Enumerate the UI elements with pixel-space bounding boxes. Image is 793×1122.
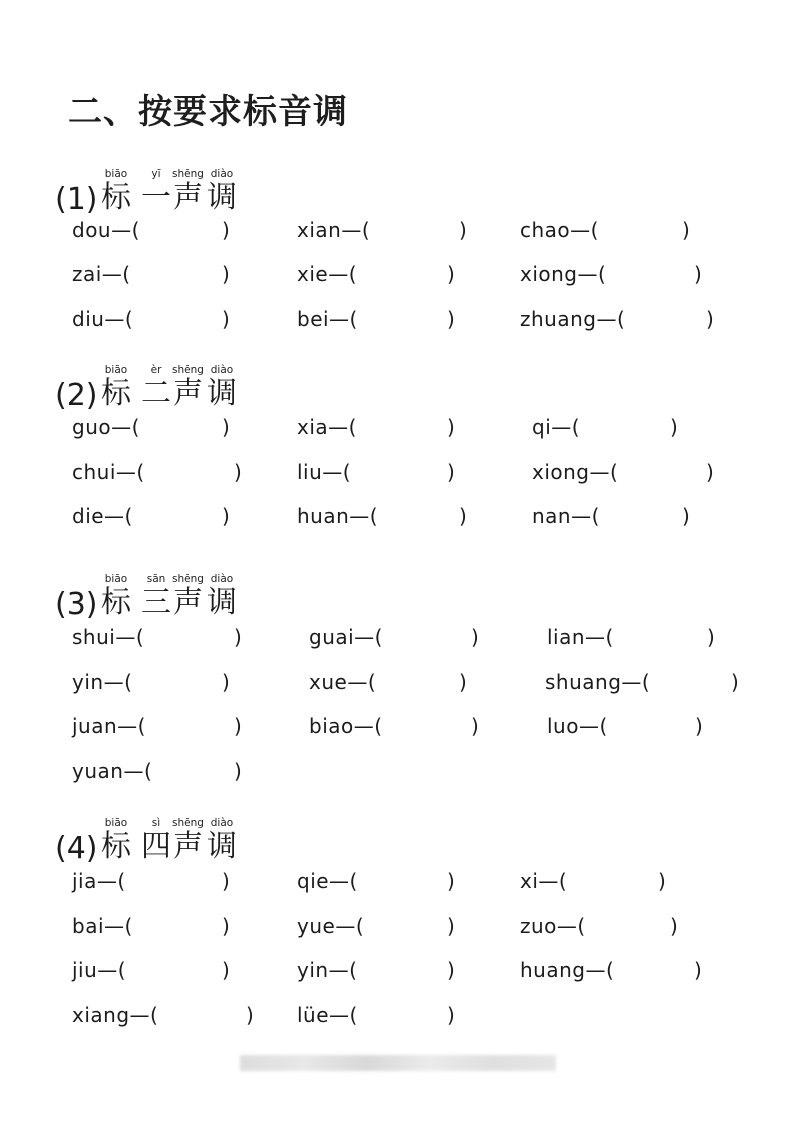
heading-character: 标 (101, 585, 131, 620)
tone-exercise-item: lian—( ) (547, 625, 716, 649)
tone-exercise-item: chui—( ) (72, 460, 243, 484)
pinyin-annotation: sān (146, 573, 166, 585)
blurred-watermark (240, 1055, 556, 1071)
tone-exercise-item: jia—( ) (72, 869, 231, 893)
tone-exercise-item: die—( ) (72, 504, 231, 528)
tone-exercise-item: qi—( ) (532, 415, 679, 439)
tone-exercise-item: xue—( ) (309, 670, 468, 694)
heading-character: 三 (141, 585, 171, 620)
heading-character: 调 (207, 376, 237, 411)
heading-character: 调 (207, 180, 237, 215)
tone-exercise-item: xi—( ) (520, 869, 667, 893)
heading-character: 声 (173, 376, 203, 411)
tone-exercise-item: jiu—( ) (72, 958, 231, 982)
pinyin-annotation: biāo (104, 168, 128, 180)
heading-character: 声 (173, 829, 203, 864)
tone-exercise-item: chao—( ) (520, 218, 691, 242)
section-number: (4) (55, 831, 98, 866)
heading-character: 一 (141, 180, 171, 215)
pinyin-annotation: yī (151, 168, 161, 180)
section-heading (55, 573, 455, 633)
tone-exercise-item: xian—( ) (297, 218, 468, 242)
section-number: (2) (55, 378, 98, 413)
tone-exercise-item: liu—( ) (297, 460, 456, 484)
heading-character: 标 (101, 829, 131, 864)
heading-character: 标 (101, 376, 131, 411)
tone-exercise-item: nan—( ) (532, 504, 691, 528)
pinyin-annotation: biāo (104, 364, 128, 376)
tone-exercise-item: zai—( ) (72, 262, 231, 286)
tone-exercise-item: bei—( ) (297, 307, 456, 331)
pinyin-annotation: shēng (172, 817, 204, 829)
tone-exercise-item: shui—( ) (72, 625, 243, 649)
tone-exercise-item: diu—( ) (72, 307, 231, 331)
tone-exercise-item: huang—( ) (520, 958, 703, 982)
tone-exercise-item: biao—( ) (309, 714, 480, 738)
tone-exercise-item: zuo—( ) (520, 914, 679, 938)
pinyin-annotation: shēng (172, 573, 204, 585)
tone-exercise-item: yin—( ) (297, 958, 456, 982)
heading-character: 声 (173, 180, 203, 215)
tone-exercise-item: xiong—( ) (520, 262, 703, 286)
tone-exercise-item: dou—( ) (72, 218, 231, 242)
tone-exercise-item: qie—( ) (297, 869, 456, 893)
pinyin-annotation: diào (210, 817, 234, 829)
tone-exercise-item: lüe—( ) (297, 1003, 456, 1027)
tone-exercise-item: yue—( ) (297, 914, 456, 938)
tone-exercise-item: guo—( ) (72, 415, 231, 439)
pinyin-annotation: diào (210, 364, 234, 376)
pinyin-annotation: diào (210, 573, 234, 585)
tone-exercise-item: bai—( ) (72, 914, 231, 938)
tone-exercise-item: xie—( ) (297, 262, 456, 286)
heading-character: 声 (173, 585, 203, 620)
heading-character: 标 (101, 180, 131, 215)
section-number: (3) (55, 587, 98, 622)
pinyin-annotation: shēng (172, 364, 204, 376)
tone-exercise-item: shuang—( ) (545, 670, 740, 694)
heading-character: 二 (141, 376, 171, 411)
heading-character: 调 (207, 585, 237, 620)
tone-exercise-item: juan—( ) (72, 714, 243, 738)
tone-exercise-item: yin—( ) (72, 670, 231, 694)
pinyin-annotation: sì (151, 817, 161, 829)
pinyin-annotation: biāo (104, 573, 128, 585)
heading-character: 调 (207, 829, 237, 864)
pinyin-annotation: èr (150, 364, 162, 376)
tone-exercise-item: guai—( ) (309, 625, 480, 649)
pinyin-annotation: shēng (172, 168, 204, 180)
tone-exercise-item: zhuang—( ) (520, 307, 715, 331)
tone-exercise-item: huan—( ) (297, 504, 468, 528)
page-title: 二、按要求标音调 (68, 92, 348, 132)
tone-exercise-item: xia—( ) (297, 415, 456, 439)
tone-exercise-item: xiang—( ) (72, 1003, 255, 1027)
section-heading (55, 817, 455, 877)
heading-character: 四 (141, 829, 171, 864)
tone-exercise-item: luo—( ) (547, 714, 704, 738)
tone-exercise-item: xiong—( ) (532, 460, 715, 484)
section-number: (1) (55, 182, 98, 217)
tone-exercise-item: yuan—( ) (72, 759, 243, 783)
pinyin-annotation: diào (210, 168, 234, 180)
pinyin-annotation: biāo (104, 817, 128, 829)
